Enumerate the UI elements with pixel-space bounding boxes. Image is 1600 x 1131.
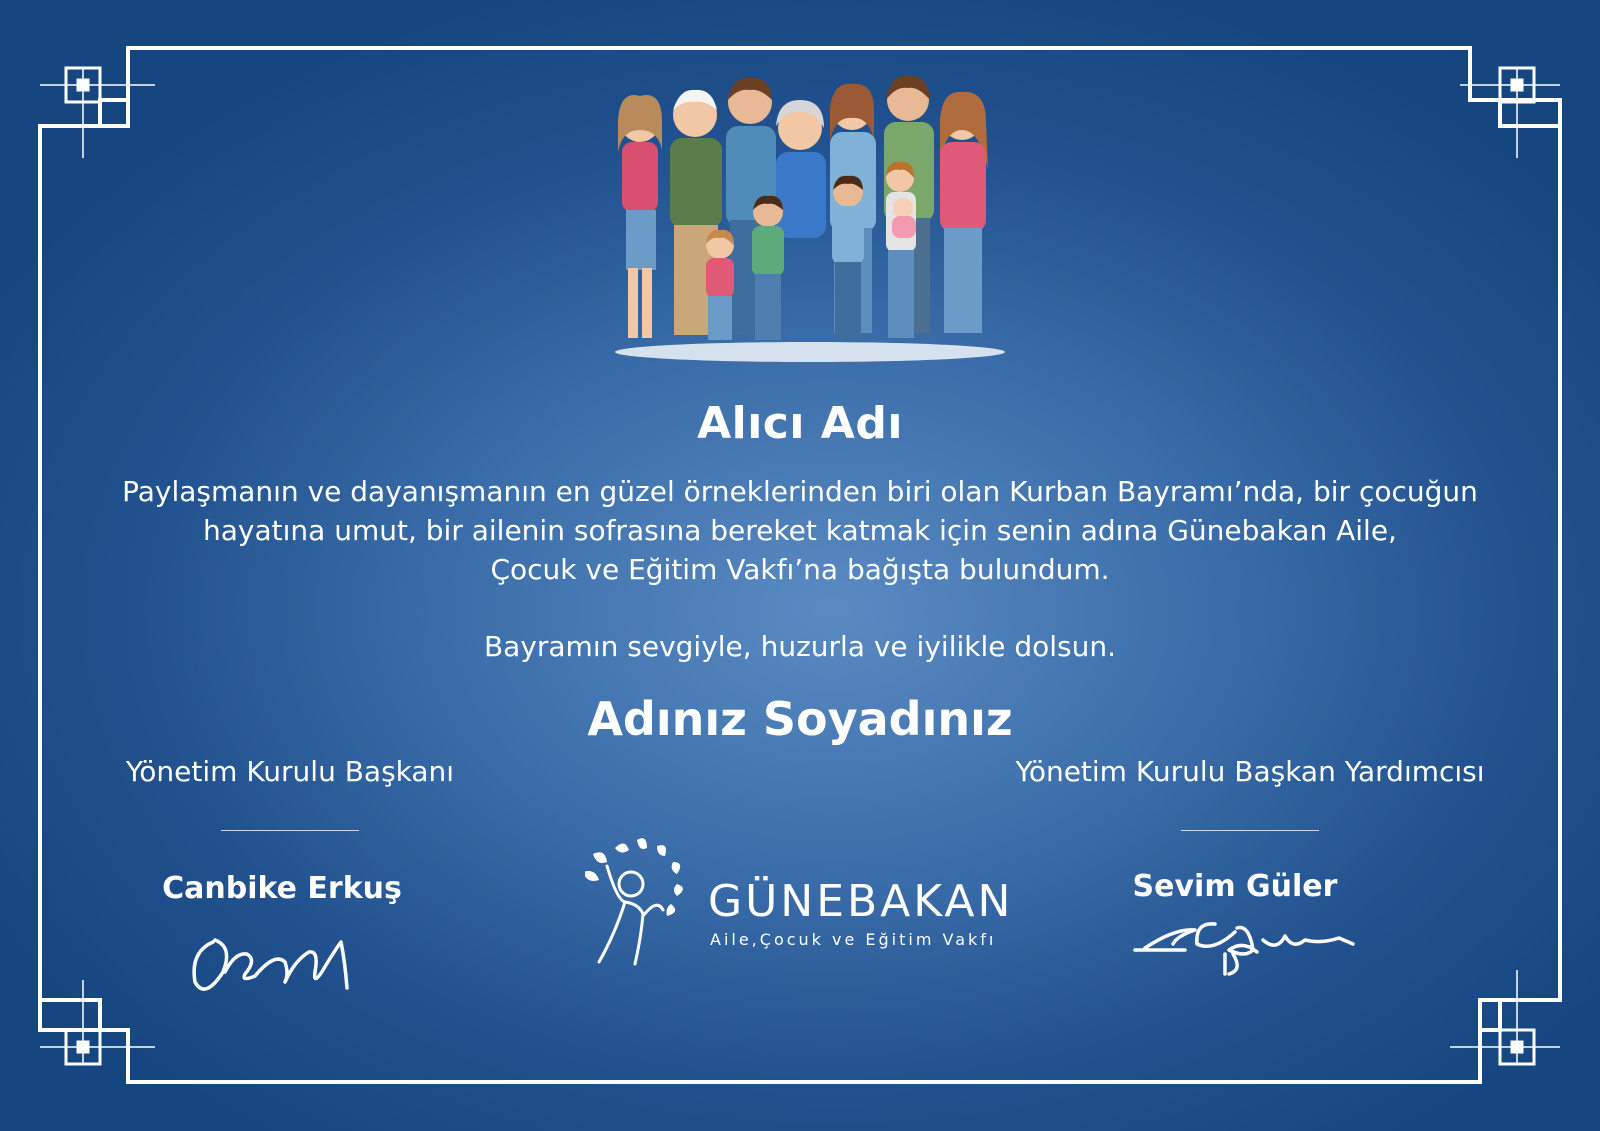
logo-subtitle: Aile,Çocuk ve Eğitim Vakfı xyxy=(710,930,997,949)
signature-left xyxy=(185,912,360,1002)
signatory-name: Canbike Erkuş xyxy=(162,871,402,906)
logo-name: GÜNEBAKAN xyxy=(708,876,1014,927)
signatory-right xyxy=(995,755,1505,904)
message-line: hayatına umut, bir ailenin sofrasına bereket katmak için senin adına Günebakan Aile, xyxy=(203,514,1397,547)
donation-message xyxy=(100,472,1500,589)
signatory-role: Yönetim Kurulu Başkan Yardımcısı xyxy=(1015,755,1485,788)
signatory-left xyxy=(40,755,540,906)
family-illustration xyxy=(600,60,1020,365)
message-line: Paylaşmanın ve dayanışmanın en güzel örneklerinden biri olan Kurban Bayramı’nda, bir çocuğun xyxy=(122,475,1478,508)
signature-divider xyxy=(221,830,359,831)
signature-right xyxy=(1125,910,1370,1000)
sender-name: Adınız Soyadınız xyxy=(587,692,1013,746)
signatory-role: Yönetim Kurulu Başkanı xyxy=(125,755,455,788)
signatory-name: Sevim Güler xyxy=(1132,869,1338,904)
signature-divider xyxy=(1181,830,1319,831)
recipient-name: Alıcı Adı xyxy=(697,398,903,449)
message-line: Çocuk ve Eğitim Vakfı’na bağışta bulundum. xyxy=(490,553,1110,586)
blessing-text: Bayramın sevgiyle, huzurla ve iyilikle dolsun. xyxy=(483,630,1117,663)
